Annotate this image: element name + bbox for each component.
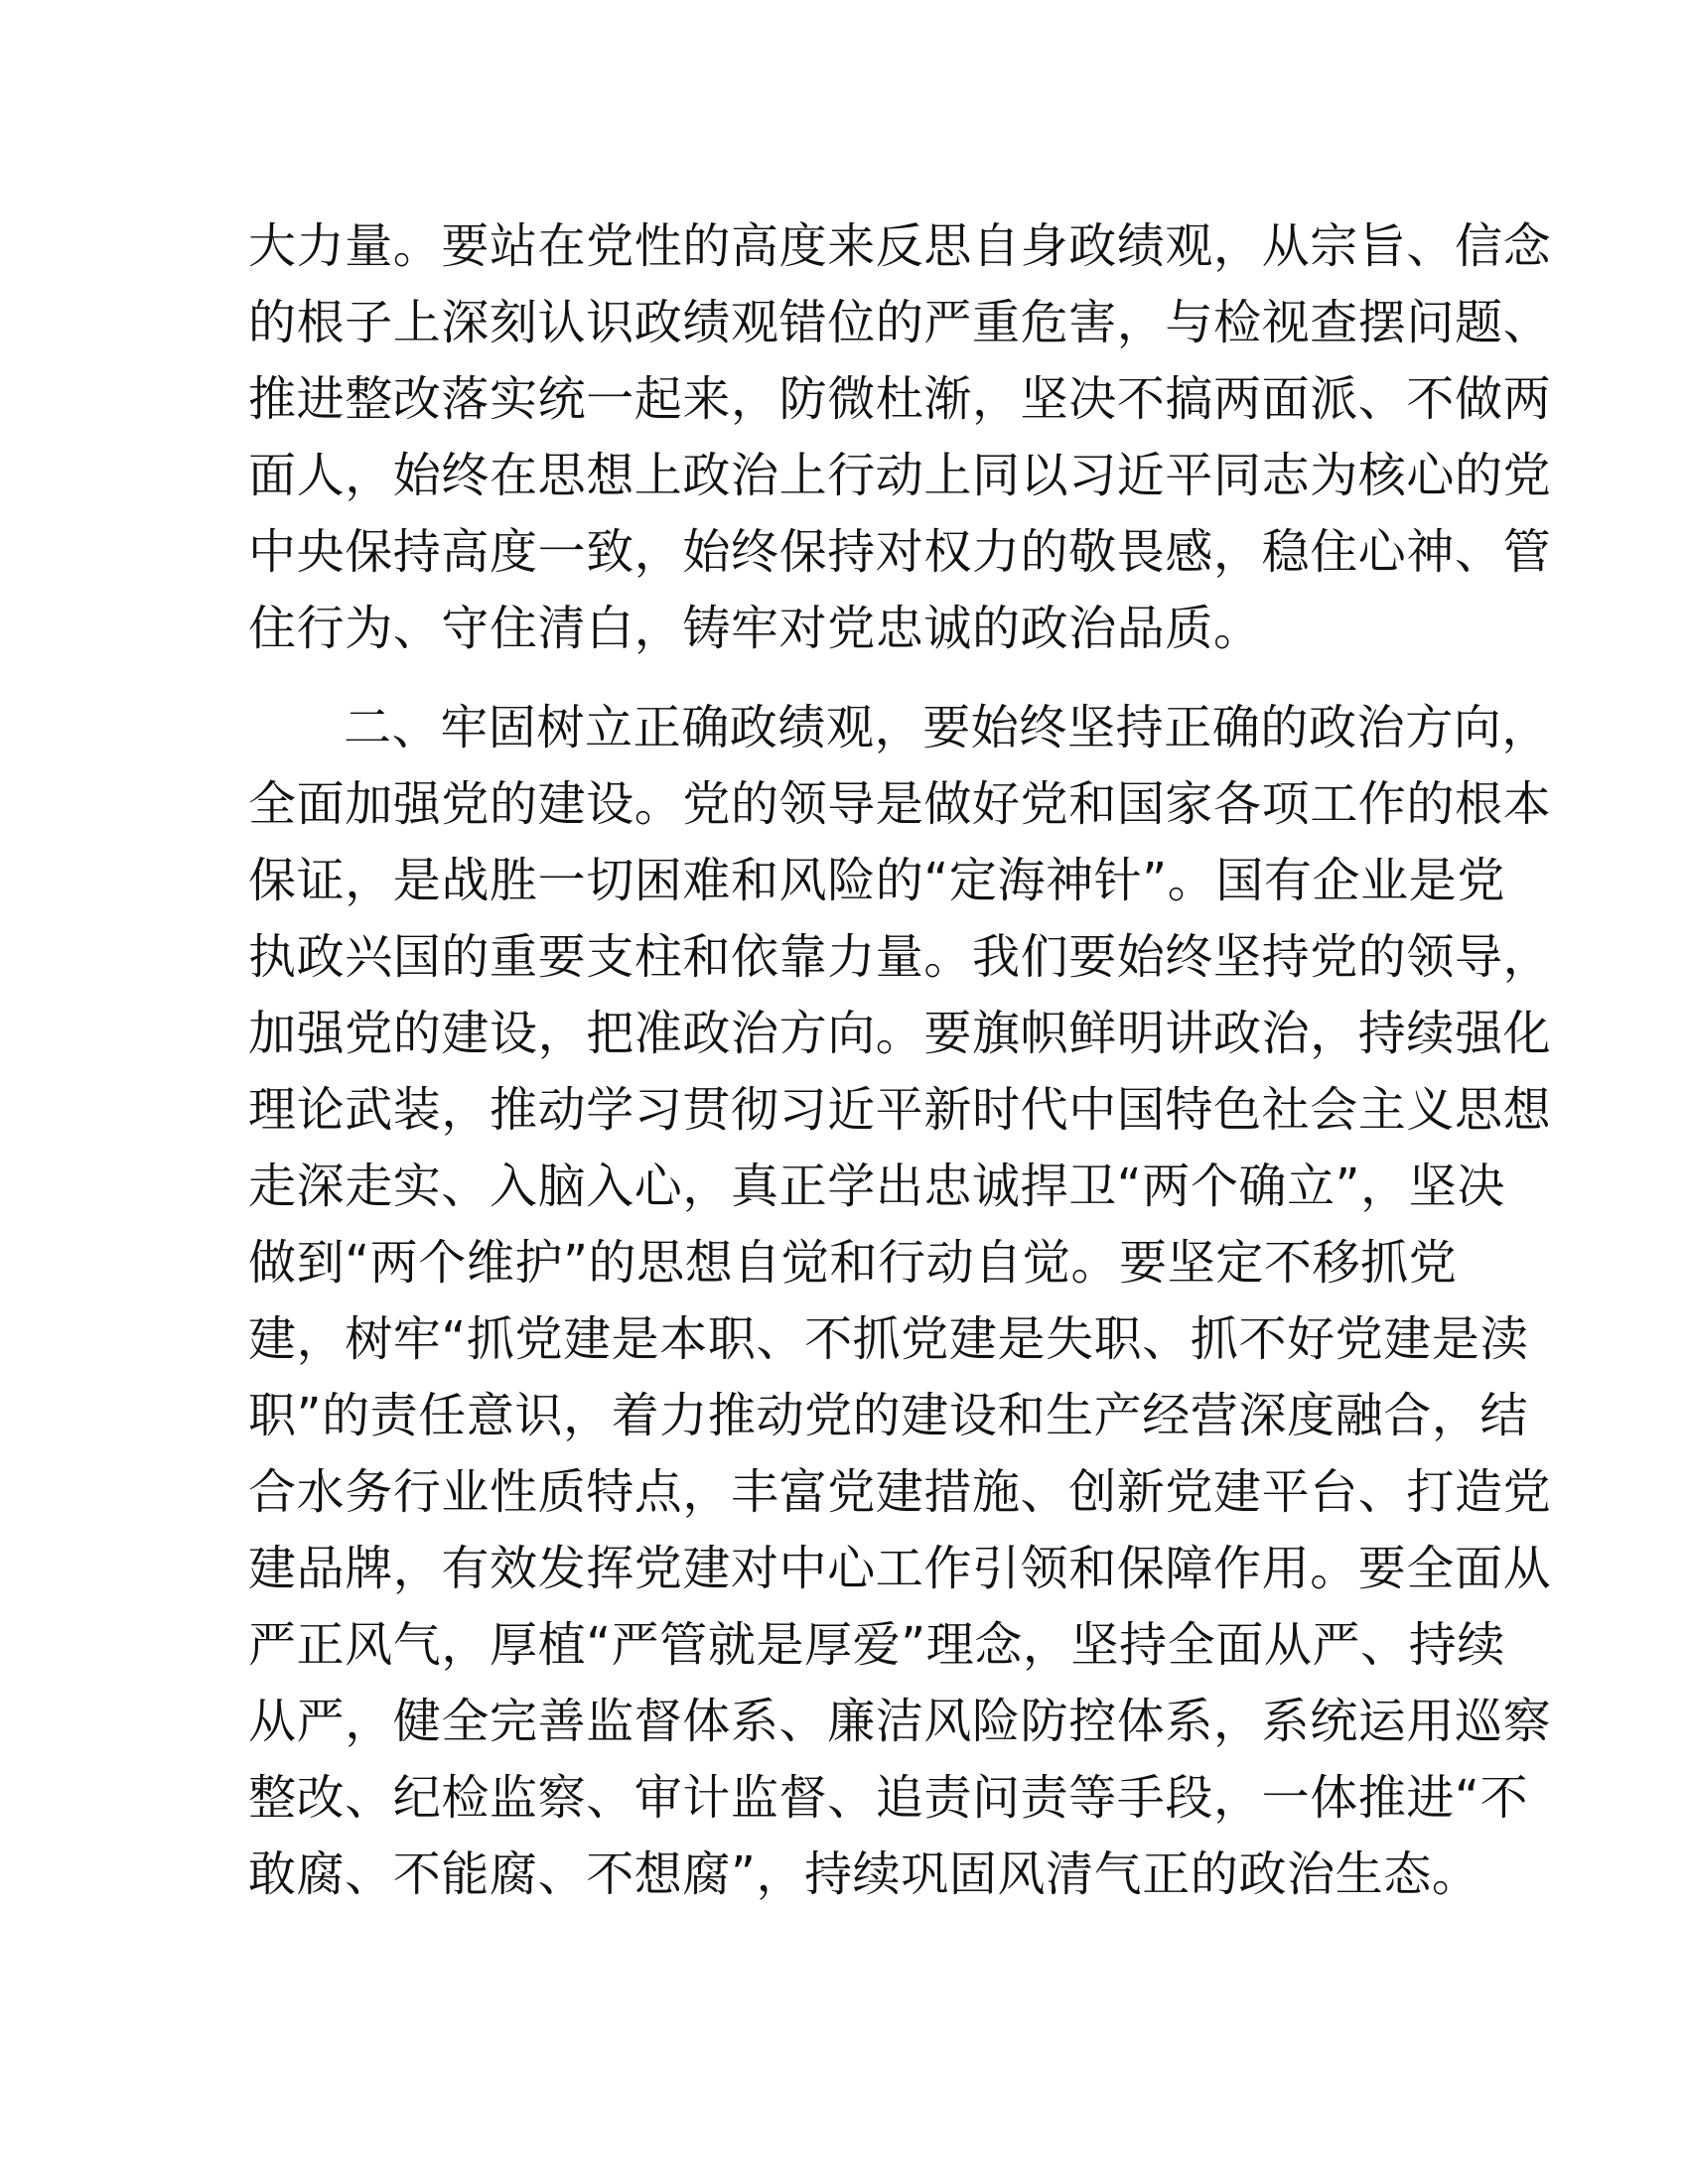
text-line: 走深走实、入脑入心，真正学出忠诚捍卫“两个确立”，坚决 (248, 1159, 1505, 1214)
text-line: 理论武装，推动学习贯彻习近平新时代中国特色社会主义思想 (248, 1082, 1552, 1138)
text-line: 中央保持高度一致，始终保持对权力的敬畏感，稳住心神、管 (248, 524, 1552, 580)
text-line: 合水务行业性质特点，丰富党建措施、创新党建平台、打造党 (248, 1464, 1552, 1520)
text-line: 整改、纪检监察、审计监督、追责问责等手段，一体推进“不 (248, 1770, 1529, 1826)
text-line-indented: 二、牢固树立正确政绩观，要始终坚持正确的政治方向， (344, 700, 1551, 755)
text-line: 加强党的建设，把准政治方向。要旗帜鲜明讲政治，持续强化 (248, 1006, 1552, 1061)
text-line: 的根子上深刻认识政绩观错位的严重危害，与检视查摆问题、 (248, 295, 1552, 350)
text-line: 执政兴国的重要支柱和依靠力量。我们要始终坚持党的领导， (248, 929, 1552, 985)
text-line: 严正风气，厚植“严管就是厚爱”理念，坚持全面从严、持续 (248, 1617, 1505, 1673)
text-line: 敢腐、不能腐、不想腐”，持续巩固风清气正的政治生态。 (248, 1846, 1480, 1902)
text-line: 推进整改落实统一起来，防微杜渐，坚决不搞两面派、不做两 (248, 371, 1552, 427)
text-line: 保证，是战胜一切困难和风险的“定海神针”。国有企业是党 (248, 853, 1505, 908)
text-line: 建品牌，有效发挥党建对中心工作引领和保障作用。要全面从 (248, 1541, 1552, 1596)
paragraph-section-two (248, 690, 1552, 1913)
text-line: 职”的责任意识，着力推动党的建设和生产经营深度融合，结 (248, 1388, 1529, 1443)
text-line: 住行为、守住清白，铸牢对党忠诚的政治品质。 (248, 601, 1262, 656)
text-line: 从严，健全完善监督体系、廉洁风险防控体系，系统运用巡察 (248, 1694, 1552, 1749)
text-line: 大力量。要站在党性的高度来反思自身政绩观，从宗旨、信念 (248, 218, 1552, 274)
text-line: 建，树牢“抓党建是本职、不抓党建是失职、抓不好党建是渎 (248, 1311, 1529, 1367)
text-line: 全面加强党的建设。党的领导是做好党和国家各项工作的根本 (248, 776, 1552, 832)
paragraph-continuation (248, 208, 1552, 667)
text-line: 做到“两个维护”的思想自觉和行动自觉。要坚定不移抓党 (248, 1235, 1458, 1291)
text-line: 面人，始终在思想上政治上行动上同以习近平同志为核心的党 (248, 448, 1552, 503)
